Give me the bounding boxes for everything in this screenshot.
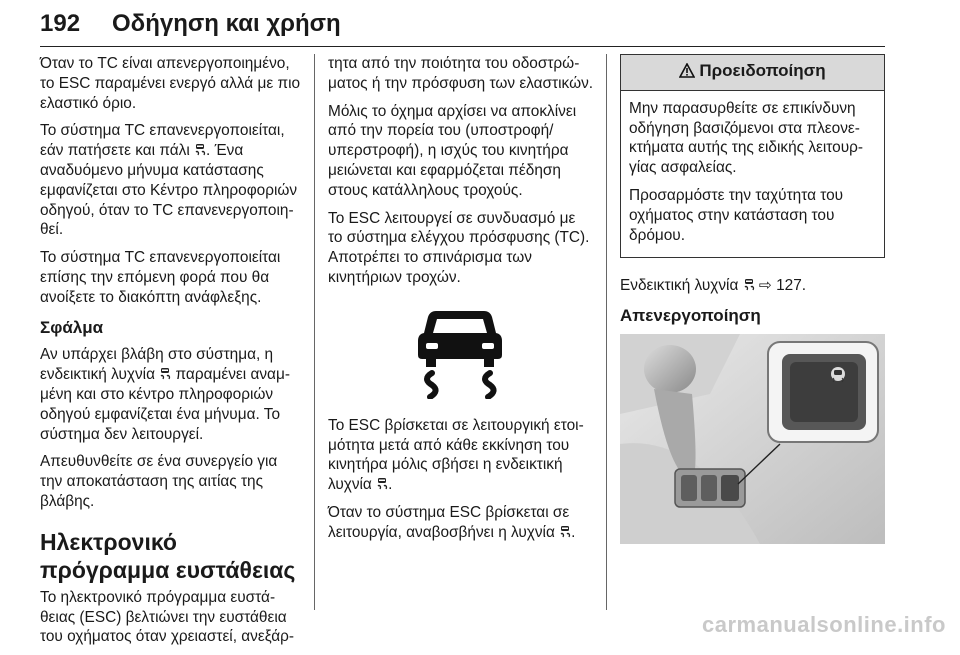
warning-title: Προειδοποίηση bbox=[699, 61, 826, 80]
text: Όταν το σύστημα ESC βρίσκεται σε λειτουργία, αναβοσβήνει η λυχνία bbox=[328, 503, 570, 541]
paragraph bbox=[328, 503, 594, 543]
skid-car-icon bbox=[743, 278, 755, 292]
reference-arrow-icon[interactable]: ⇨ bbox=[754, 277, 772, 295]
text: . Ένα αναδυόμενο μήνυμα κατάστασης εμφανίζεται στο Κέντρο πληροφοριών οδηγού, όταν το TC επανενεργοποιηθεί. bbox=[40, 142, 298, 239]
column-3 bbox=[620, 54, 885, 544]
warning-header bbox=[621, 55, 884, 91]
skid-car-icon bbox=[410, 303, 510, 399]
paragraph: Το ESC λειτουργεί σε συνδυασμό με το σύστημα ελέγχου πρόσφυσης (TC). Αποτρέπει το σπινάρισμα των κινητήριων τροχών. bbox=[328, 209, 590, 286]
paragraph: Το σύστημα TC επανενεργοποιείται επίσης την επόμενη φορά που θα ανοίξετε το διακόπτη ανάφλεξης. bbox=[40, 249, 281, 306]
paragraph: τητα από την ποιότητα του οδοστρώματος ή την πρόσφυση των ελαστικών. bbox=[328, 55, 594, 92]
paragraph: Απευθυνθείτε σε ένα συνεργείο για την αποκατάσταση της αιτίας της βλάβης. bbox=[40, 453, 278, 510]
skid-car-icon bbox=[159, 367, 171, 381]
warning-paragraph: Προσαρμόστε την ταχύτητα του οχήματος στην κατάσταση του δρόμου. bbox=[629, 186, 844, 244]
text: Το σύστημα TC επανενεργοποιείται, εάν πατήσετε και πάλι bbox=[40, 122, 285, 160]
warning-paragraph: Μην παρασυρθείτε σε επικίνδυνη οδήγηση βασιζόμενοι στα πλεονεκτήματα αυτής της ειδικής λειτουργίας ασφαλείας. bbox=[629, 99, 864, 177]
column-divider bbox=[606, 54, 607, 610]
skid-car-icon bbox=[559, 525, 571, 539]
skid-car-icon bbox=[194, 143, 206, 157]
warning-box bbox=[620, 54, 885, 258]
column-2 bbox=[328, 54, 594, 551]
column-1 bbox=[40, 54, 302, 655]
column-divider bbox=[314, 54, 315, 610]
text: παραμένει αναμμένη και στο κέντρο πληροφοριών οδηγού εμφανίζεται ένα μήνυμα. Το σύστημα δεν λειτουργεί. bbox=[40, 366, 290, 443]
section-heading-deactivation: Απενεργοποίηση bbox=[620, 306, 761, 326]
section-heading-esc: Ηλεκτρονικό πρόγραμμα ευστάθειας bbox=[40, 528, 296, 583]
text: . bbox=[388, 476, 393, 494]
skid-car-icon bbox=[376, 477, 388, 491]
paragraph: Το ηλεκτρονικό πρόγραμμα ευστάθειας (ESC) βελτιώνει την ευστάθεια του οχήματος όταν χρειαστεί, ανεξάρ- bbox=[40, 588, 294, 646]
page-reference: 127. bbox=[771, 277, 807, 295]
paragraph bbox=[328, 416, 594, 495]
text: Αν υπάρχει βλάβη στο σύστημα, η ενδεικτική λυχνία bbox=[40, 346, 274, 384]
reference-line bbox=[620, 276, 885, 296]
section-heading-fault: Σφάλμα bbox=[40, 317, 104, 337]
paragraph bbox=[40, 121, 302, 240]
paragraph: Όταν το TC είναι απενεργοποιημένο, το ESC παραμένει ενεργό αλλά με πιο ελαστικό όριο. bbox=[40, 55, 301, 112]
skid-car-symbol-figure bbox=[328, 300, 592, 402]
page-number: 192 bbox=[40, 10, 81, 37]
text: Ενδεικτική λυχνία bbox=[620, 277, 743, 295]
text: Το ESC βρίσκεται σε λειτουργική ετοιμότητα μετά από κάθε εκκίνηση του κινητήρα μόλις σβήσει η ενδεικτική λυχνία bbox=[328, 416, 584, 494]
chapter-title: Οδήγηση και χρήση bbox=[112, 10, 341, 37]
console-photo bbox=[620, 334, 885, 544]
paragraph bbox=[40, 345, 302, 444]
warning-body bbox=[621, 91, 884, 258]
text: . bbox=[571, 523, 576, 541]
watermark: carmanualsonline.info bbox=[702, 612, 946, 637]
page-header bbox=[40, 6, 885, 47]
warning-triangle-icon bbox=[679, 63, 695, 83]
paragraph: Μόλις το όχημα αρχίσει να αποκλίνει από την πορεία του (υποστροφή/ υπερστροφή), η ισχύς του κινητήρα μειώνεται και εφαρμόζεται πέδηση στους κατάλληλους τροχούς. bbox=[328, 102, 577, 199]
